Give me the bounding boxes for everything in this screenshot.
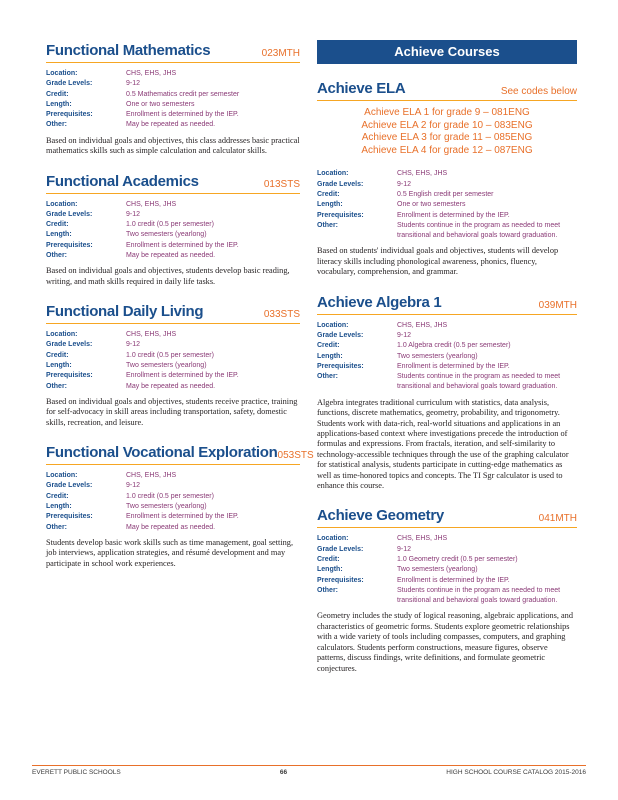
info-location: Location: CHS, EHS, JHS <box>317 170 448 178</box>
info-other: Other: Students continue in the program as needed to meet transitional and behavioral goals toward graduation. <box>317 586 561 605</box>
achieve-courses-banner: Achieve Courses <box>317 40 577 64</box>
course-info <box>317 321 577 393</box>
page-number: 66 <box>279 769 288 776</box>
info-prerequisites: Prerequisites: Enrollment is determined by the IEP. <box>317 211 510 219</box>
page-footer <box>32 765 586 776</box>
info-length: Length: One or two semesters <box>317 201 466 209</box>
info-prerequisites: Prerequisites: Enrollment is determined by the IEP. <box>46 513 239 521</box>
info-grade-levels: Grade Levels: 9-12 <box>46 80 141 88</box>
info-length: Length: Two semesters (yearlong) <box>317 352 478 360</box>
ela-code-item: Achieve ELA 1 for grade 9 – 081ENG <box>364 107 530 118</box>
info-length: Length: Two semesters (yearlong) <box>317 566 478 574</box>
info-grade-levels: Grade Levels: 9-12 <box>46 210 141 218</box>
course-title: Functional Daily Living <box>46 303 204 321</box>
info-credit: Credit: 0.5 Mathematics credit per semester <box>46 90 240 98</box>
info-grade-levels: Grade Levels: 9-12 <box>317 545 412 553</box>
info-location: Location: CHS, EHS, JHS <box>317 535 448 543</box>
info-credit: Credit: 0.5 English credit per semester <box>317 190 494 198</box>
info-prerequisites: Prerequisites: Enrollment is determined by the IEP. <box>46 372 239 380</box>
info-prerequisites: Prerequisites: Enrollment is determined by the IEP. <box>46 241 239 249</box>
info-location: Location: CHS, EHS, JHS <box>46 70 177 77</box>
course-header <box>46 40 300 63</box>
footer-catalog: HIGH SCHOOL COURSE CATALOG 2015-2016 <box>446 769 586 776</box>
info-grade-levels: Grade Levels: 9-12 <box>317 331 412 339</box>
course-header <box>46 301 300 324</box>
course-header <box>46 442 314 465</box>
info-other: Other: May be repeated as needed. <box>46 252 216 260</box>
info-credit: Credit: 1.0 credit (0.5 per semester) <box>46 492 214 500</box>
ela-code-item: Achieve ELA 4 for grade 12 – 087ENG <box>361 144 533 156</box>
course-header <box>317 292 577 315</box>
info-length: Length: Two semesters (yearlong) <box>46 231 207 239</box>
course-description: Based on individual goals and objectives, students develop basic reading, writing, and math skills required in daily life tasks. <box>46 266 290 286</box>
course-header <box>46 171 300 194</box>
info-grade-levels: Grade Levels: 9-12 <box>46 482 141 490</box>
course-title: Achieve ELA <box>317 80 406 97</box>
info-length: Length: Two semesters (yearlong) <box>46 362 207 370</box>
course-achieve-geometry <box>317 505 577 674</box>
info-length: Length: Two semesters (yearlong) <box>46 503 207 511</box>
course-description: Based on individual goals and objectives, this class addresses basic practical mathematics skills such as simple calculation and calculator skills. <box>46 135 300 156</box>
info-grade-levels: Grade Levels: 9-12 <box>46 341 141 349</box>
course-info <box>46 200 300 262</box>
course-code: 053STS <box>277 450 314 462</box>
info-other: Other: Students continue in the program as needed to meet transitional and behavioral goals toward graduation. <box>317 221 561 240</box>
course-achieve-ela <box>317 78 577 278</box>
info-other: Other: Students continue in the program as needed to meet transitional and behavioral goals toward graduation. <box>317 373 561 391</box>
info-prerequisites: Prerequisites: Enrollment is determined by the IEP. <box>317 576 510 584</box>
course-info <box>46 69 300 131</box>
course-info <box>46 330 300 392</box>
course-code: 033STS <box>263 309 300 321</box>
course-title: Achieve Algebra 1 <box>317 293 442 311</box>
info-other: Other: May be repeated as needed. <box>46 121 216 129</box>
footer-district: EVERETT PUBLIC SCHOOLS <box>32 769 121 776</box>
course-title: Achieve Geometry <box>317 507 444 525</box>
info-length: Length: One or two semesters <box>46 100 195 108</box>
course-code: 041MTH <box>538 513 577 525</box>
course-code: 023MTH <box>261 48 300 59</box>
info-credit: Credit: 1.0 credit (0.5 per semester) <box>46 351 214 359</box>
info-location: Location: CHS, EHS, JHS <box>46 200 177 208</box>
right-column <box>317 40 577 688</box>
course-description: Algebra integrates traditional curriculum with statistics, data analysis, functions, discrete mathematics, geometry, probability, and trigonometry. Students work with data-rich, real-world situations and applications in an applications-based context where investigations precede the introduction of formulas and expressions. From fractals, iteration, and self-similarity to technology-accessible techniques through the use of the graphing calculator for statistical analysis, students participate in cutting-edge mathematics as well as time-honored topics and concepts. The TI Sgr calculator is used to enhance this course. <box>317 397 569 490</box>
info-credit: Credit: 1.0 Geometry credit (0.5 per semester) <box>317 556 518 563</box>
ela-code-item: Achieve ELA 2 for grade 10 – 083ENG <box>361 119 533 131</box>
info-other: Other: May be repeated as needed. <box>46 382 216 390</box>
course-description: Geometry includes the study of logical reasoning, algebraic applications, and characteristics of geometric forms. Students explore geometric relationships with a wide variety of tools including compasses, computers, and graphing calculators. Students perform constructions, measure figures, observe patterns, discuss findings, write definitions, and formulate geometric conjectures. <box>317 611 573 673</box>
course-title: Functional Vocational Exploration <box>46 444 278 462</box>
info-prerequisites: Prerequisites: Enrollment is determined by the IEP. <box>317 362 510 370</box>
course-info <box>46 471 300 533</box>
course-functional-daily-living <box>46 301 300 428</box>
left-column <box>46 40 314 583</box>
info-credit: Credit: 1.0 Algebra credit (0.5 per semester) <box>317 342 511 350</box>
ela-code-item: Achieve ELA 3 for grade 11 – 085ENG <box>361 132 533 144</box>
info-location: Location: CHS, EHS, JHS <box>46 472 177 480</box>
course-code: See codes below <box>500 86 577 97</box>
course-info <box>317 169 577 241</box>
course-description: Based on individual goals and objectives, students receive practice, training for self-advocacy in skill areas including transportation, safety, domestic skills, recreation, and leisure. <box>46 396 298 427</box>
course-code: 013STS <box>263 178 300 190</box>
info-other: Other: May be repeated as needed. <box>46 523 216 531</box>
course-header <box>317 505 577 528</box>
course-title: Functional Academics <box>46 172 199 190</box>
info-location: Location: CHS, EHS, JHS <box>317 321 448 329</box>
course-functional-vocational-exploration <box>46 442 314 569</box>
course-functional-academics <box>46 171 300 288</box>
course-header <box>317 78 577 101</box>
info-prerequisites: Prerequisites: Enrollment is determined by the IEP. <box>46 111 239 119</box>
info-location: Location: CHS, EHS, JHS <box>46 331 177 339</box>
info-grade-levels: Grade Levels: 9-12 <box>317 180 412 188</box>
course-functional-mathematics <box>46 40 300 157</box>
course-description: Based on students' individual goals and objectives, students will develop literacy skills including phonological awareness, phonics, fluency, vocabulary, comprehension, and grammar. <box>317 246 559 277</box>
course-title: Functional Mathematics <box>46 42 211 59</box>
course-description: Students develop basic work skills such as time management, goal setting, job interviews, application strategies, and résumé development and may participate in school work experiences. <box>46 537 294 568</box>
info-credit: Credit: 1.0 credit (0.5 per semester) <box>46 221 214 229</box>
course-achieve-algebra-1 <box>317 292 577 492</box>
course-info <box>317 534 577 606</box>
ela-code-list <box>317 107 577 157</box>
course-code: 039MTH <box>538 299 577 311</box>
